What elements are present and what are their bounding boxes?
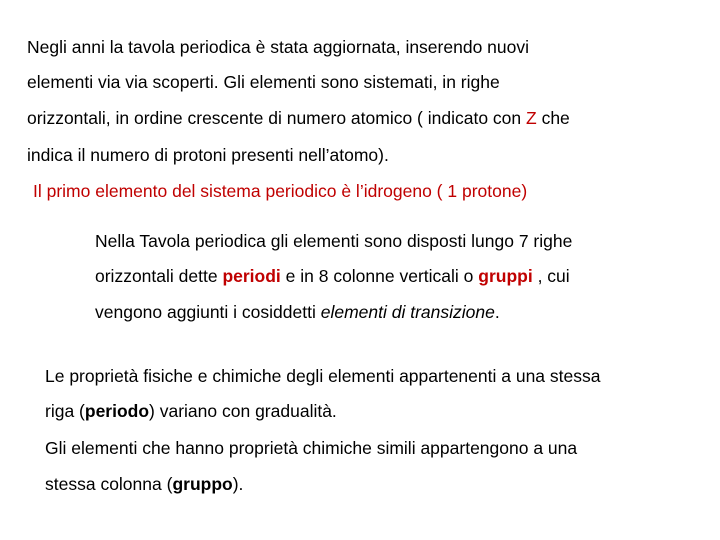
properties-line-4 [45, 474, 243, 494]
hydrogen-line: Il primo elemento del sistema periodico è l’idrogeno ( 1 protone) [33, 181, 528, 201]
structure-line-2 [95, 266, 570, 286]
intro-line-3-end: che [536, 108, 570, 128]
properties-line-4-a: stessa colonna ( [45, 474, 173, 494]
z-symbol: Z [526, 108, 537, 128]
structure-line-2-c: , cui [532, 266, 570, 286]
periodo-term: periodo [84, 401, 150, 421]
periodi-term: periodi [222, 266, 281, 286]
properties-line-4-b: ). [232, 474, 244, 494]
intro-line-3-text: orizzontali, in ordine crescente di numero atomico ( indicato con [27, 108, 526, 128]
intro-line-4: indica il numero di protoni presenti nell’atomo). [27, 145, 389, 165]
structure-line-2-b: e in 8 colonne verticali o [280, 266, 479, 286]
properties-line-1: Le proprietà fisiche e chimiche degli elementi appartenenti a una stessa [45, 366, 601, 386]
properties-line-2-b: ) variano con gradualità. [149, 401, 337, 421]
properties-line-3: Gli elementi che hanno proprietà chimiche simili appartengono a una [45, 438, 578, 458]
intro-line-1: Negli anni la tavola periodica è stata aggiornata, inserendo nuovi [27, 37, 529, 57]
gruppo-term: gruppo [172, 474, 233, 494]
gruppi-term: gruppi [478, 266, 533, 286]
structure-line-3 [95, 302, 500, 322]
structure-line-2-a: orizzontali dette [95, 266, 223, 286]
structure-line-3-a: vengono aggiunti i cosiddetti [95, 302, 321, 322]
intro-line-2: elementi via via scoperti. Gli elementi sono sistemati, in righe [27, 72, 500, 92]
structure-line-3-b: . [494, 302, 500, 322]
properties-line-2 [45, 401, 337, 421]
transition-elements-term: elementi di transizione [320, 302, 495, 322]
structure-line-1: Nella Tavola periodica gli elementi sono disposti lungo 7 righe [95, 231, 573, 251]
intro-line-3 [27, 108, 570, 128]
properties-line-2-a: riga ( [45, 401, 85, 421]
